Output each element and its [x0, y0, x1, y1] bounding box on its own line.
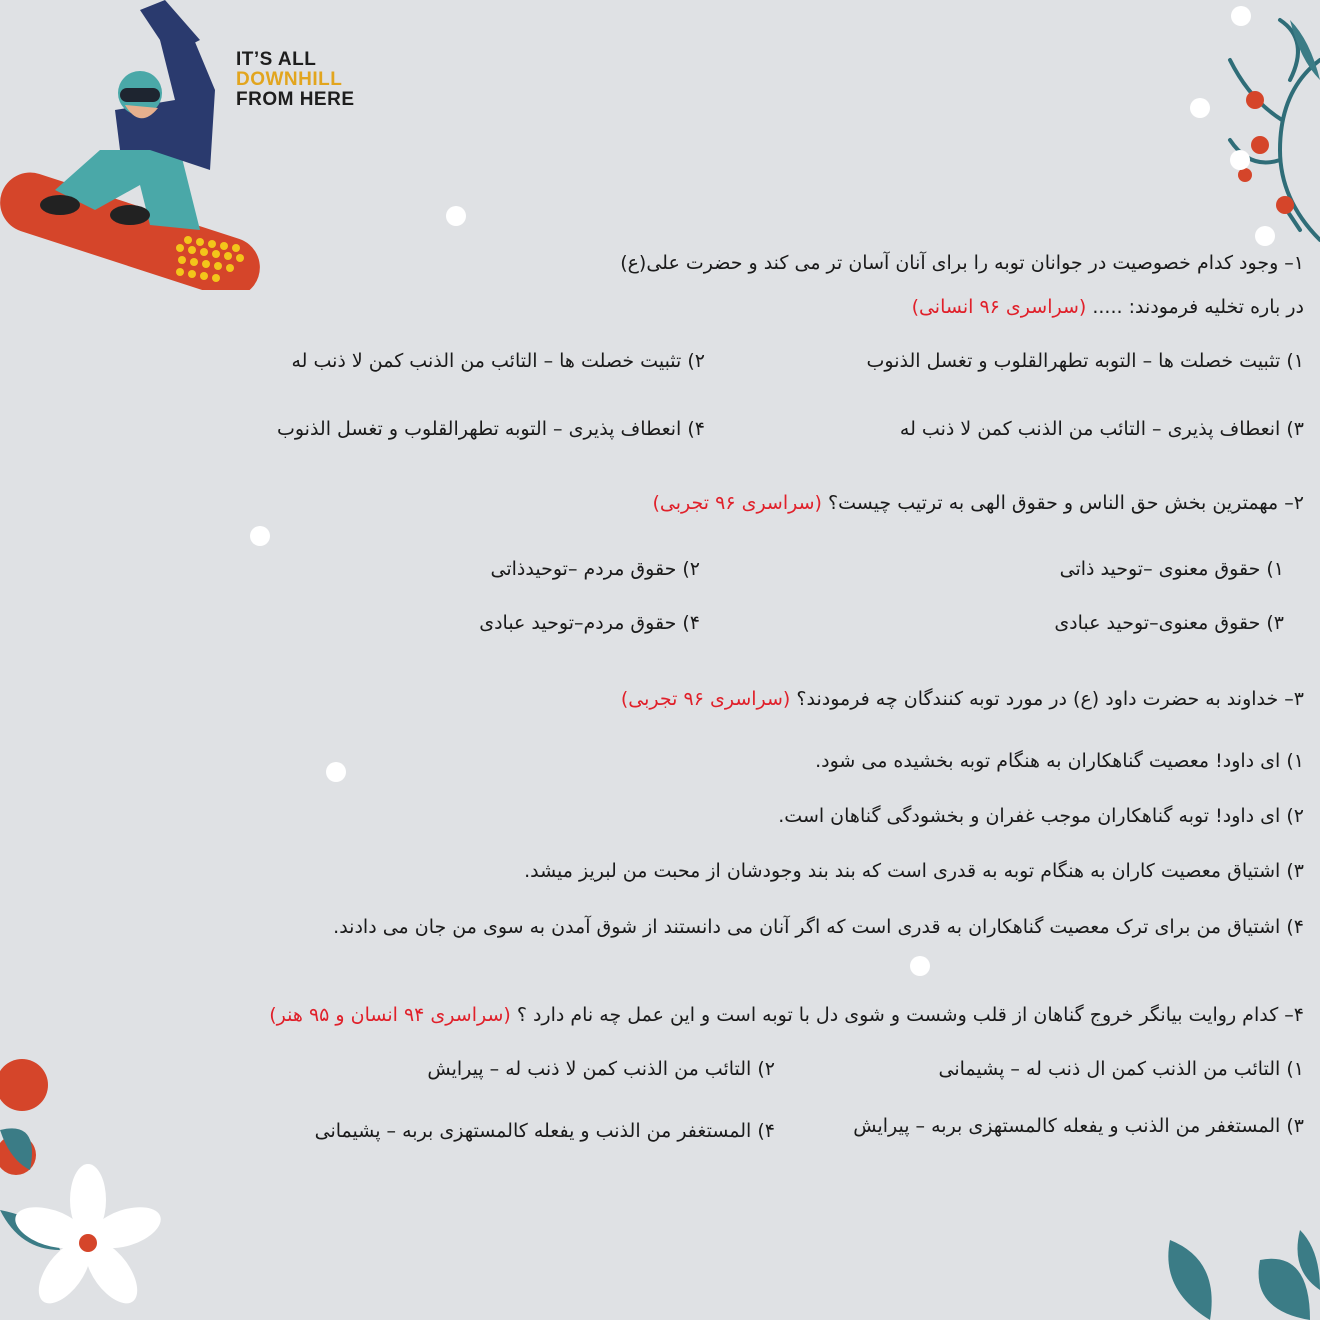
q2-option-4[interactable]: ۴) حقوق مردم–توحید عبادی — [479, 612, 700, 634]
q1-option-3[interactable]: ۳) انعطاف پذیری – التائب من الذنب کمن لا ذنب له — [899, 418, 1304, 440]
brand-line-2: DOWNHILL — [236, 69, 343, 90]
q3-option-2[interactable]: ۲) ای داود! توبه گناهکاران موجب غفران و بخشودگی گناهان است. — [778, 805, 1304, 827]
q4-option-2[interactable]: ۲) التائب من الذنب کمن لا ذنب له – پیرایش — [427, 1058, 775, 1080]
q3-option-1[interactable]: ۱) ای داود! معصیت گناهکاران به هنگام توبه بخشیده می شود. — [815, 750, 1304, 772]
q1-option-4[interactable]: ۴) انعطاف پذیری – التوبه تطهرالقلوب و تغسل الذنوب — [276, 418, 705, 440]
q3-option-3[interactable]: ۳) اشتیاق معصیت کاران به هنگام توبه به قدری است که بند بند وجودشان از محبت من لبریز میشد. — [524, 860, 1304, 882]
question-1-text: ۱– وجود کدام خصوصیت در جوانان توبه را برای آنان آسان تر می کند و حضرت علی(ع) — [620, 252, 1304, 274]
q1-option-1[interactable]: ۱) تثبیت خصلت ها – التوبه تطهرالقلوب و تغسل الذنوب — [866, 350, 1304, 372]
question-3-source: (سراسری ۹۶ تجربی) — [620, 688, 791, 710]
holly-flower-bottom-left — [0, 1050, 180, 1320]
question-1-source: (سراسری ۹۶ انسانی) — [911, 296, 1087, 318]
snow-dot — [910, 956, 930, 976]
q4-option-1[interactable]: ۱) التائب من الذنب کمن ال ذنب له – پشیمانی — [938, 1058, 1304, 1080]
question-2-line1: ۲– مهمترین بخش حق الناس و حقوق الهی به ترتیب چیست؟ — [828, 492, 1304, 514]
q3-option-4[interactable]: ۴) اشتیاق من برای ترک معصیت گناهکاران به قدری است که اگر آنان می دانستند از شوق آمدن به سوی من جان می دادند. — [333, 916, 1304, 938]
question-3-line1: ۳– خداوند به حضرت داود (ع) در مورد توبه کنندگان چه فرمودند؟ — [796, 688, 1304, 710]
snowboarder-illustration — [0, 0, 275, 290]
q4-option-4[interactable]: ۴) المستغفر من الذنب و یفعله کالمستهزی بربه – پشیمانی — [314, 1120, 775, 1142]
q2-option-2[interactable]: ۲) حقوق مردم –توحیدذاتی — [490, 558, 700, 580]
brand-line-1: IT’S ALL — [236, 49, 317, 70]
question-4-line1: ۴– کدام روایت بیانگر خروج گناهان از قلب وشست و شوی دل با توبه است و این عمل چه نام دارد ؟ — [516, 1004, 1304, 1026]
question-1-line2: در باره تخلیه فرمودند: ..... — [1092, 296, 1304, 318]
question-3-text — [621, 688, 1304, 710]
question-4-source: (سراسری ۹۴ انسان و ۹۵ هنر) — [269, 1004, 511, 1026]
brand-line-3: FROM HERE — [236, 89, 355, 110]
snow-dot — [446, 206, 466, 226]
q1-option-2[interactable]: ۲) تثبیت خصلت ها – التائب من الذنب کمن لا ذنب له — [291, 350, 705, 372]
q4-option-3[interactable]: ۳) المستغفر من الذنب و یفعله کالمستهزی بربه – پیرایش — [853, 1115, 1304, 1137]
holly-branch-top-right — [1180, 0, 1320, 250]
snow-dot — [326, 762, 346, 782]
leaves-bottom-right — [1160, 1230, 1320, 1320]
question-2-source: (سراسری ۹۶ تجربی) — [652, 492, 822, 514]
question-2-text — [652, 492, 1304, 514]
question-4-text — [269, 1004, 1304, 1026]
q2-option-1[interactable]: ۱) حقوق معنوی –توحید ذاتی — [1059, 558, 1284, 580]
q2-option-3[interactable]: ۳) حقوق معنوی–توحید عبادی — [1054, 612, 1284, 634]
question-1-text-cont — [912, 296, 1304, 318]
brand-logo — [236, 50, 355, 110]
snow-dot — [250, 526, 270, 546]
